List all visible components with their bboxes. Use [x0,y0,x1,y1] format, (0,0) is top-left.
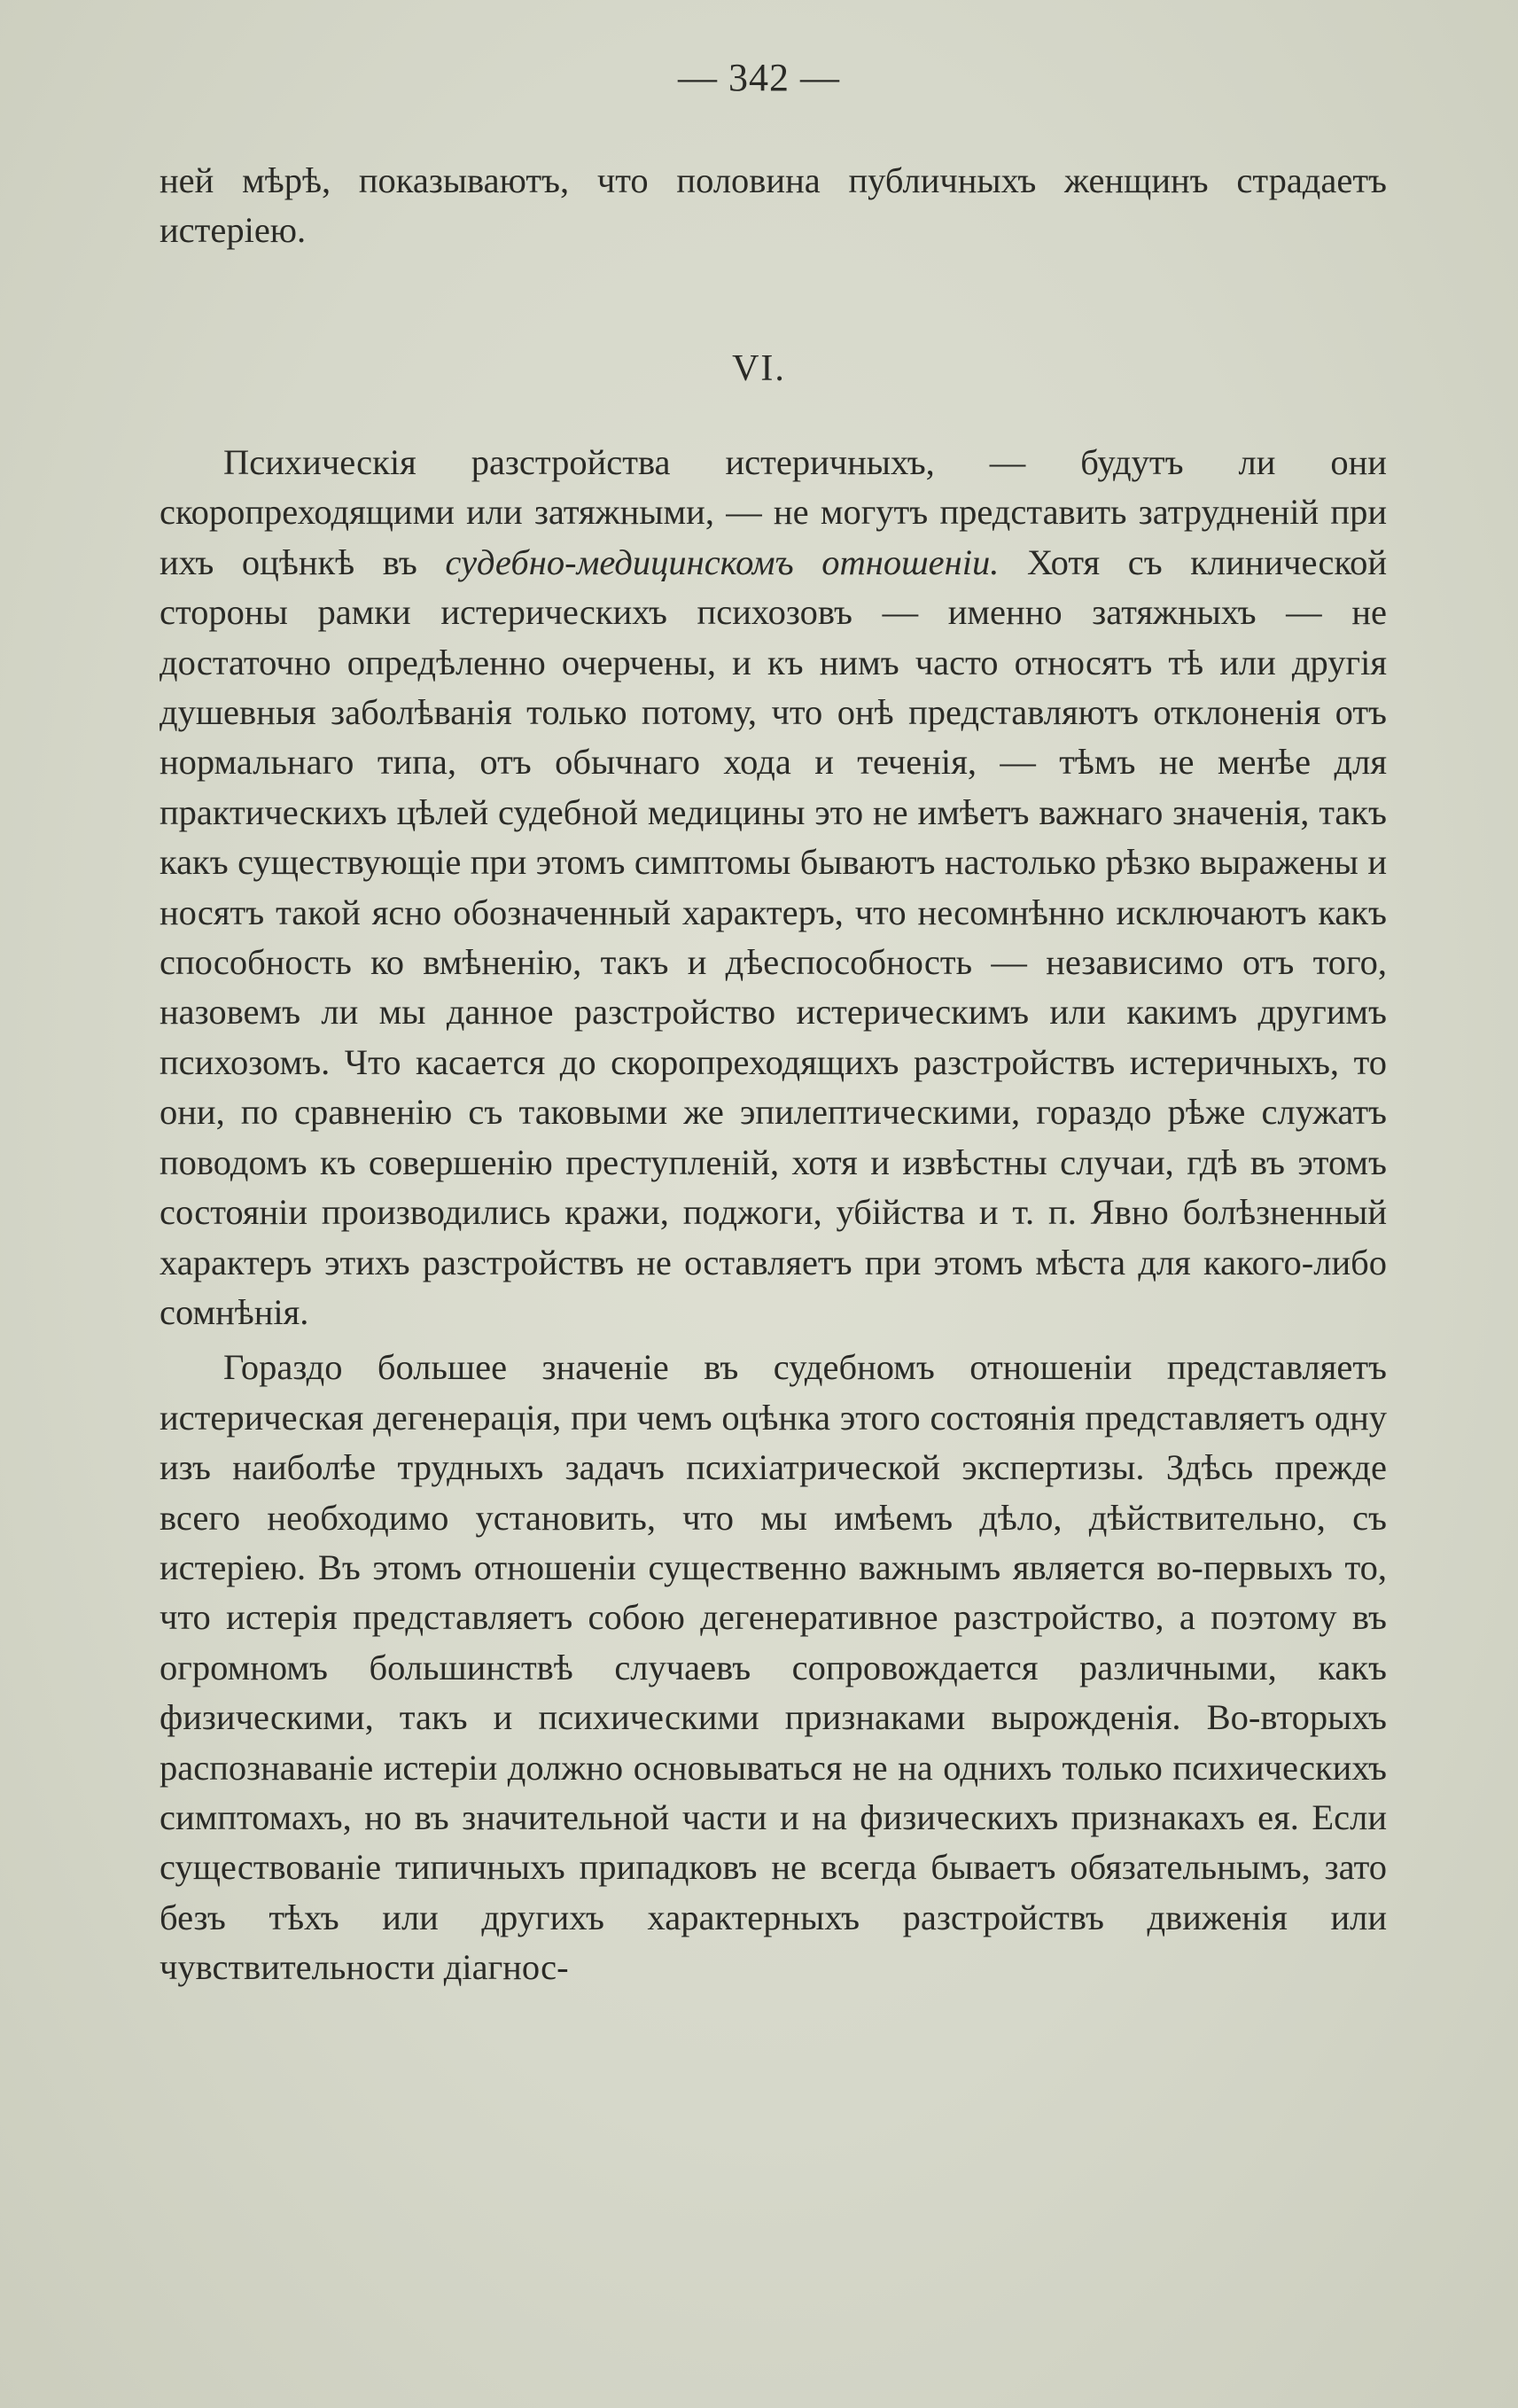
page-number: — 342 — [678,56,840,99]
section-body [160,438,1387,1993]
paragraph-1-italic-term: судебно-медицинскомъ отношеніи. [445,542,1000,582]
paragraph-1-text-after: Хотя съ клинической стороны рамки истерическихъ психозовъ — именно затяжныхъ — не достаточно опредѣленно очерчены, и къ нимъ часто относятъ тѣ или другія душевныя заболѣванія только потому, что онѣ представляютъ отклоненія отъ нормальнаго типа, отъ обычнаго хода и теченія, — тѣмъ не менѣе для практическихъ цѣлей судебной медицины это не имѣетъ важнаго значенія, такъ какъ существующіе при этомъ симптомы бываютъ настолько рѣзко выражены и носятъ такой ясно обозначенный характеръ, что несомнѣнно исключаютъ какъ способность ко вмѣненію, такъ и дѣеспособность — независимо отъ того, назовемъ ли мы данное разстройство истерическимъ или какимъ другимъ психозомъ. Что касается до скоропреходящихъ разстройствъ истеричныхъ, то они, по сравненію съ таковыми же эпилептическими, гораздо рѣже служатъ поводомъ къ совершенію преступленій, хотя и извѣстны случаи, гдѣ въ этомъ состояніи производились кражи, поджоги, убійства и т. п. Явно болѣзненный характеръ этихъ разстройствъ не оставляетъ при этомъ мѣста для какого-либо сомнѣнія. [160,542,1388,1332]
section-paragraph-1 [160,438,1387,1337]
section-heading: VI. [732,348,786,389]
paragraph-1-text-before: Психическія разстройства истеричныхъ, — будутъ ли они скоропреходящими или затяжными, — не могутъ представить затрудненій при ихъ оцѣнкѣ въ [160,442,1387,582]
intro-paragraph: ней мѣрѣ, показываютъ, что половина публичныхъ женщинъ страдаетъ истеріею. [160,160,1387,251]
intro-text-block [160,156,1387,256]
section-paragraph-2: Гораздо большее значеніе въ судебномъ отношеніи представляетъ истерическая дегенерація, при чемъ оцѣнка этого состоянія представляетъ одну изъ наиболѣе трудныхъ задачъ психіатрической экспертизы. Здѣсь прежде всего необходимо установить, что мы имѣемъ дѣло, дѣйствительно, съ истеріею. Въ этомъ отношеніи существенно важнымъ является во-первыхъ то, что истерія представляетъ собою дегенеративное разстройство, а поэтому въ огромномъ большинствѣ случаевъ сопровождается различными, какъ физическими, такъ и психическими признаками вырожденія. Во-вторыхъ распознаваніе истеріи должно основываться не на однихъ только психическихъ симптомахъ, но въ значительной части и на физическихъ признакахъ ея. Если существованіе типичныхъ припадковъ не всегда бываетъ обязательнымъ, зато безъ тѣхъ или другихъ характерныхъ разстройствъ движенія или чувствительности діагнос- [160,1347,1387,1988]
